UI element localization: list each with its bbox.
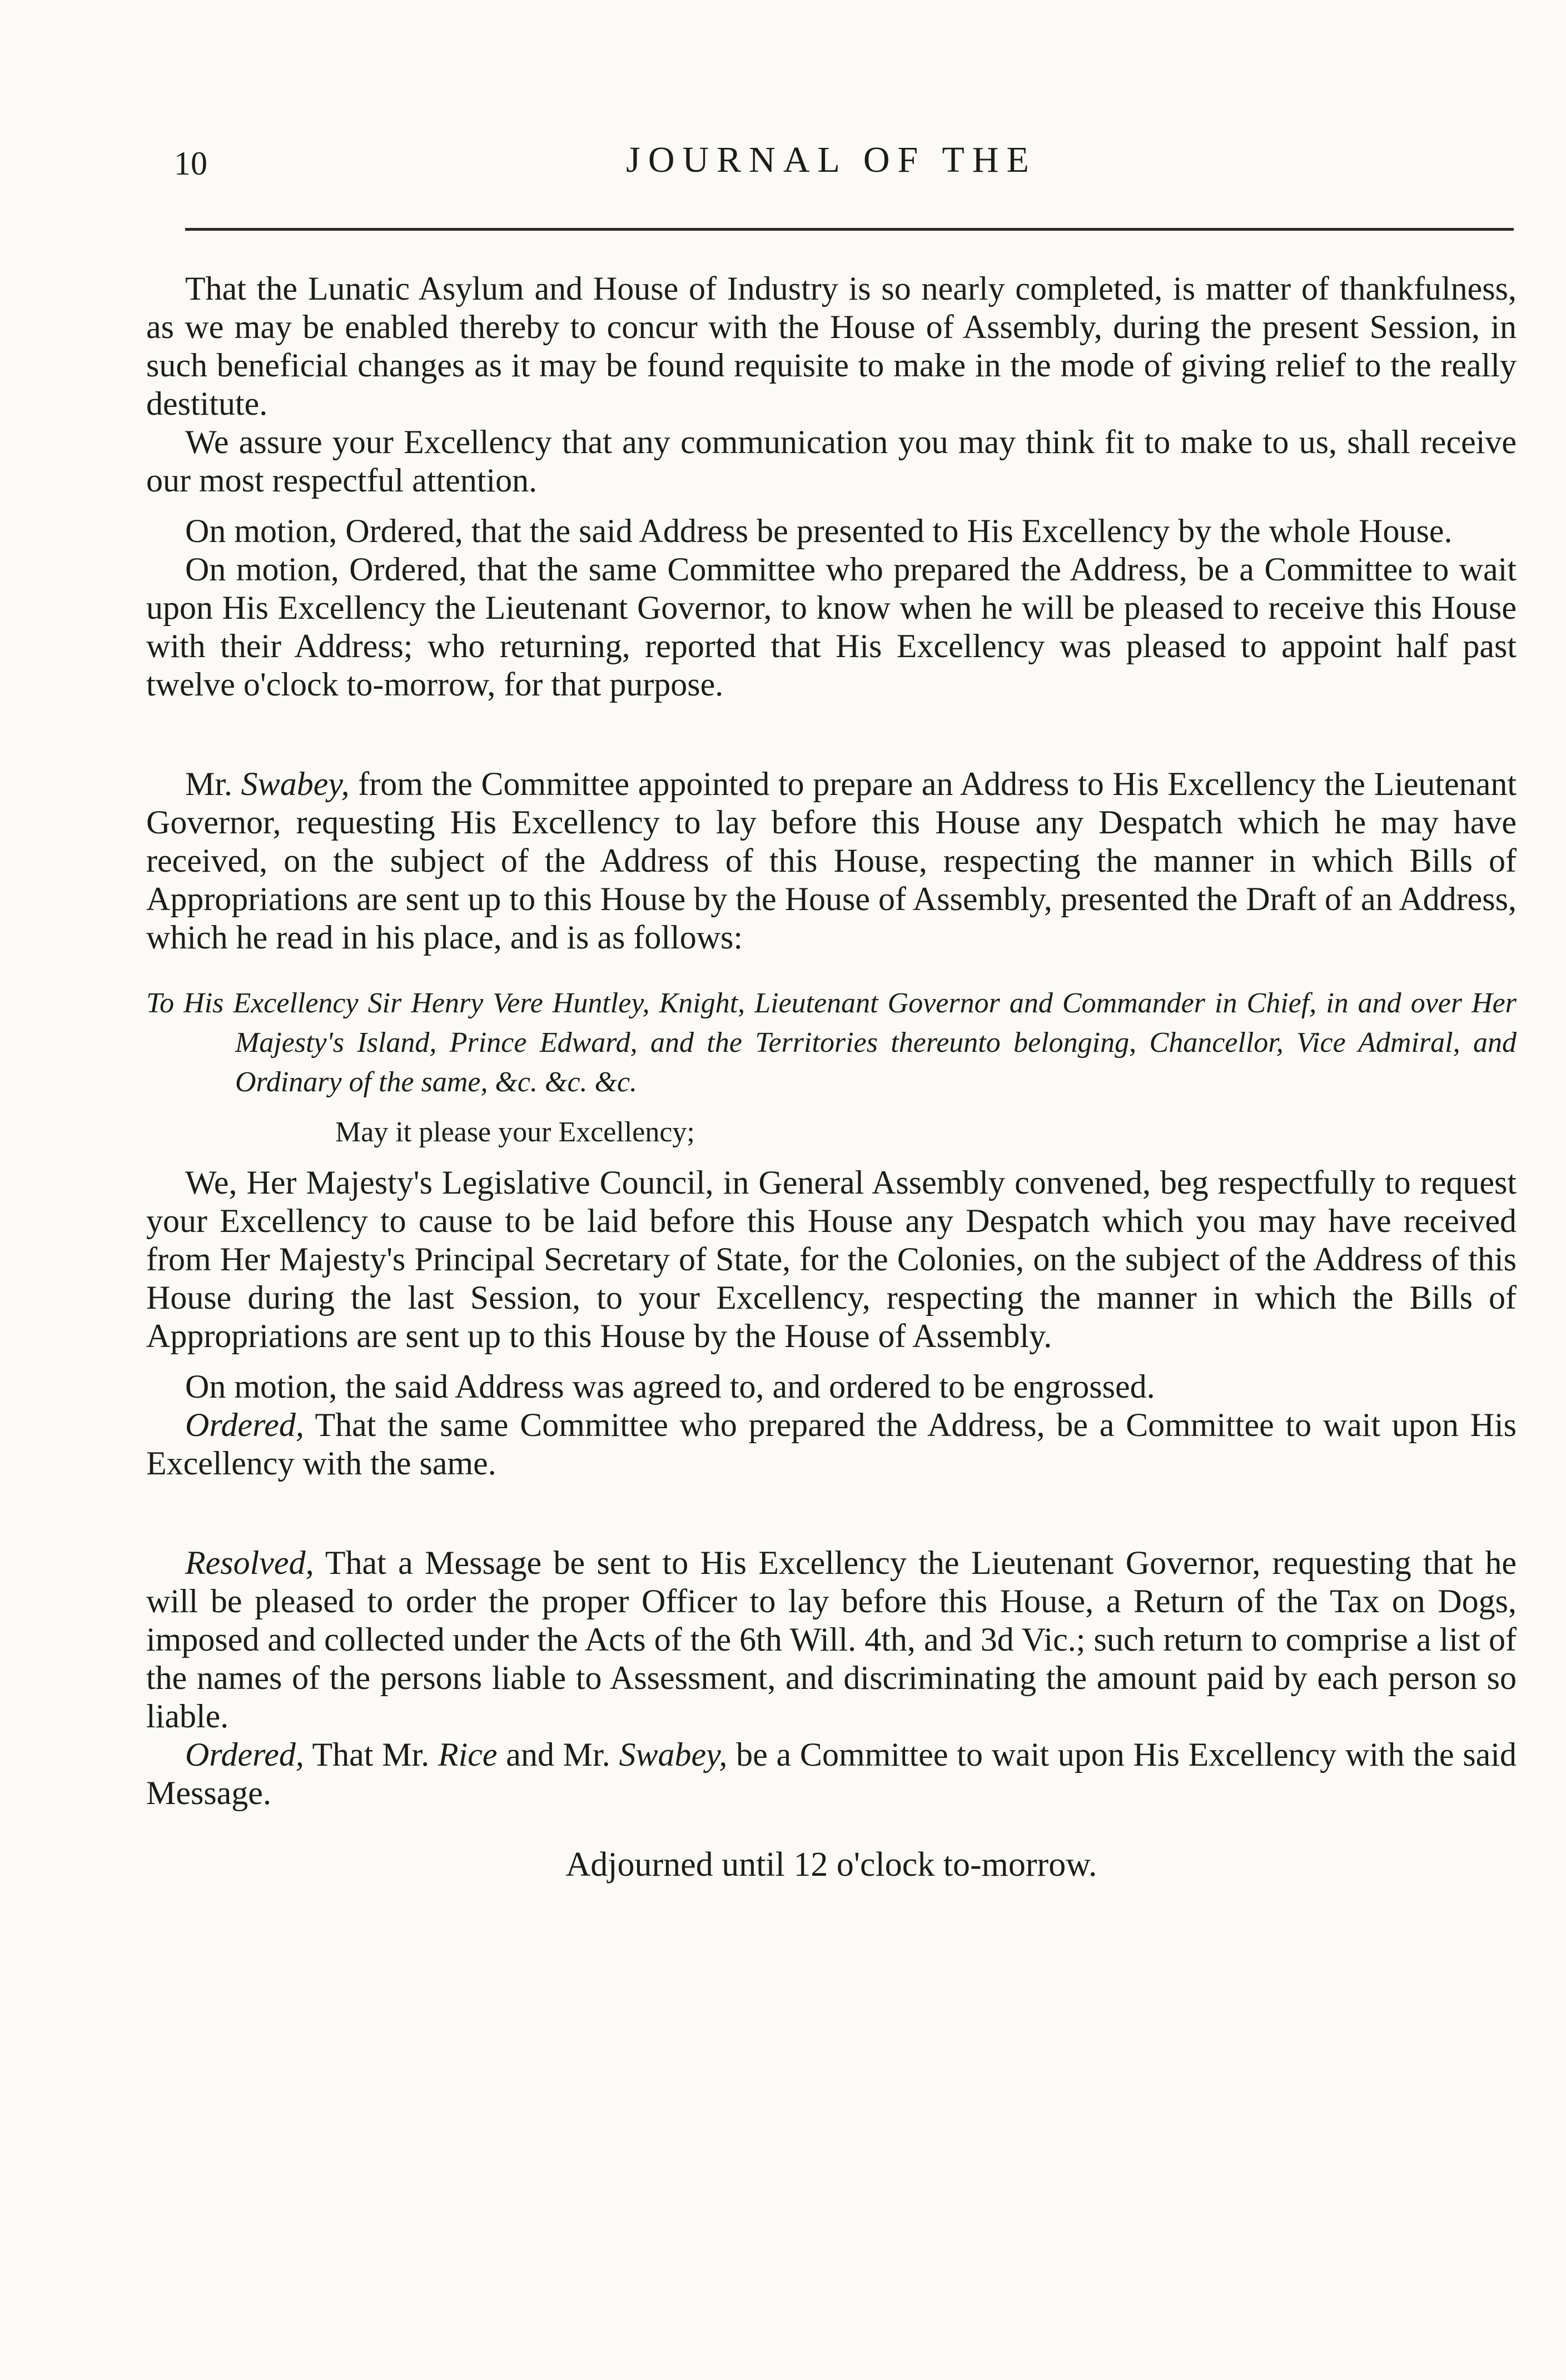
paragraph-swabey-report <box>146 765 1517 957</box>
member-name-swabey-2: Swabey, <box>619 1736 728 1773</box>
paragraph-committee-wait: On motion, Ordered, that the same Committee who prepared the Address, be a Committee to wait upon His Excellency the Lieutenant Governor, to know when he will be pleased to receive this House with their Address; who returning, reported that His Excellency was pleased to appoint half past twelve o'clock to-morrow, for that purpose. <box>146 551 1517 703</box>
adjournment-line: Adjourned until 12 o'clock to-morrow. <box>565 1846 1097 1884</box>
page-number: 10 <box>174 145 207 182</box>
paragraph-asylum: That the Lunatic Asylum and House of Industry is so nearly completed, is matter of thankfulness, as we may be enabled thereby to concur with the House of Assembly, during the present Session, in such beneficial changes as it may be found requisite to make in the mode of giving relief to the really destitute. <box>146 270 1517 422</box>
ordered-lead: Ordered, <box>185 1407 304 1443</box>
paragraph-agreed: On motion, the said Address was agreed to, and ordered to be engrossed. <box>185 1368 1155 1405</box>
journal-body <box>146 270 1517 1884</box>
swabey-prefix: Mr. <box>185 766 241 802</box>
ordered-committee-text: That the same Committee who prepared the Address, be a Committee to wait upon His Excellency with the same. <box>146 1407 1517 1482</box>
resolved-lead: Resolved, <box>185 1544 314 1581</box>
member-name-swabey: Swabey, <box>241 766 350 802</box>
page-header <box>146 139 1517 206</box>
paragraph-assurance: We assure your Excellency that any communication you may think fit to make to us, shall receive our most respectful attention. <box>146 424 1517 499</box>
journal-page <box>146 139 1517 1884</box>
ordered-message-part2: and Mr. <box>497 1736 619 1773</box>
header-rule <box>185 228 1514 231</box>
address-body: We, Her Majesty's Legislative Council, in General Assembly convened, beg respectfully to request your Excellency to cause to be laid before this House any Despatch which you may have received from Her Majesty's Principal Secretary of State, for the Colonies, on the subject of the Address of this House during the last Session, to your Excellency, respecting the manner in which the Bills of Appropriations are sent up to this House by the House of Assembly. <box>146 1164 1517 1354</box>
ordered-message-part1: That Mr. <box>304 1736 438 1773</box>
resolved-text: That a Message be sent to His Excellency the Lieutenant Governor, requesting that he will be pleased to order the proper Officer to lay before this House, a Return of the Tax on Dogs, imposed and collected under the Acts of the 6th Will. 4th, and 3d Vic.; such return to comprise a list of the names of the persons liable to Assessment, and discriminating the amount paid by each person so liable. <box>146 1544 1517 1735</box>
swabey-report-text: from the Committee appointed to prepare an Address to His Excellency the Lieutenant Governor, requesting His Excellency to lay before this House any Despatch which he may have received, on the subject of the Address of this House, respecting the manner in which Bills of Appropriations are sent up to this House by the House of Assembly, presented the Draft of an Address, which he read in his place, and is as follows: <box>146 766 1517 956</box>
running-title: JOURNAL OF THE <box>626 140 1037 180</box>
paragraph-ordered-committee <box>146 1406 1517 1483</box>
ordered-message-lead: Ordered, <box>185 1736 304 1773</box>
address-addressee: To His Excellency Sir Henry Vere Huntley, Knight, Lieutenant Governor and Commander in Chief, in and over Her Majesty's Island, Prince Edward, and the Territories thereunto belonging, Chancellor, Vice Admiral, and Ordinary of the same, &c. &c. &c. <box>146 987 1517 1098</box>
paragraph-presented-motion: On motion, Ordered, that the said Address be presented to His Excellency by the whole House. <box>185 513 1453 549</box>
ordered-message-part3: be a Committee to wait upon His Excellency with the said Message. <box>146 1736 1517 1811</box>
paragraph-resolved-message <box>146 1544 1517 1736</box>
address-salutation: May it please your Excellency; <box>335 1116 695 1148</box>
paragraph-ordered-message <box>146 1736 1517 1812</box>
member-name-rice: Rice <box>438 1736 498 1773</box>
